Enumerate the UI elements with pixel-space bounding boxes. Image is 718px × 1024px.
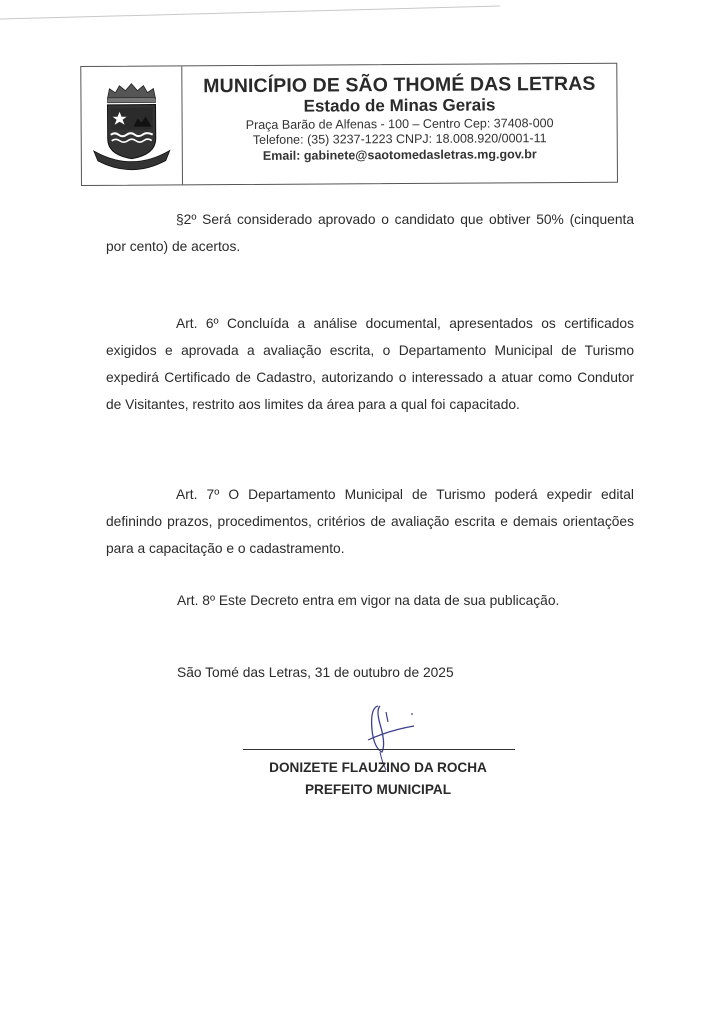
state-name: Estado de Minas Gerais	[303, 95, 496, 116]
signature-line	[243, 749, 515, 750]
address-line: Praça Barão de Alfenas - 100 – Centro Cep: 37408-000	[245, 116, 554, 132]
phone-cnpj-line: Telefone: (35) 3237-1223 CNPJ: 18.008.920/0001-11	[252, 131, 547, 147]
article-6	[106, 310, 634, 418]
logo-cell	[81, 66, 183, 185]
place-date: São Tomé das Letras, 31 de outubro de 2025	[177, 665, 454, 680]
municipality-title: MUNICÍPIO DE SÃO THOMÉ DAS LETRAS	[203, 72, 596, 98]
signatory-name: DONIZETE FLAUZINO DA ROCHA	[269, 760, 487, 775]
paragraph-2	[106, 206, 634, 260]
scan-edge-line	[0, 0, 500, 20]
signatory-role: PREFEITO MUNICIPAL	[304, 782, 451, 797]
email-line: Email: gabinete@saotomedasletras.mg.gov.br	[262, 147, 537, 163]
article-7	[106, 481, 634, 562]
article-7-text: Art. 7º O Departamento Municipal de Turismo poderá expedir edital definindo prazos, procedimentos, critérios de avaliação escrita e demais orientações para a capacitação e o cadastramento.	[106, 487, 634, 556]
signature-block	[240, 700, 516, 810]
article-6-text: Art. 6º Concluída a análise documental, apresentados os certificados exigidos e aprovada a avaliação escrita, o Departamento Municipal de Turismo expedirá Certificado de Cadastro, autorizando o interessado a atuar como Condutor de Visitantes, restrito aos limites da área para a qual foi capacitado.	[106, 316, 634, 412]
letterhead	[80, 63, 618, 186]
coat-of-arms-icon	[89, 80, 174, 173]
article-8: Art. 8º Este Decreto entra em vigor na data de sua publicação.	[177, 593, 560, 608]
letterhead-text	[182, 64, 617, 185]
paragraph-2-text: §2º Será considerado aprovado o candidato que obtiver 50% (cinquenta por cento) de acertos.	[106, 212, 634, 254]
